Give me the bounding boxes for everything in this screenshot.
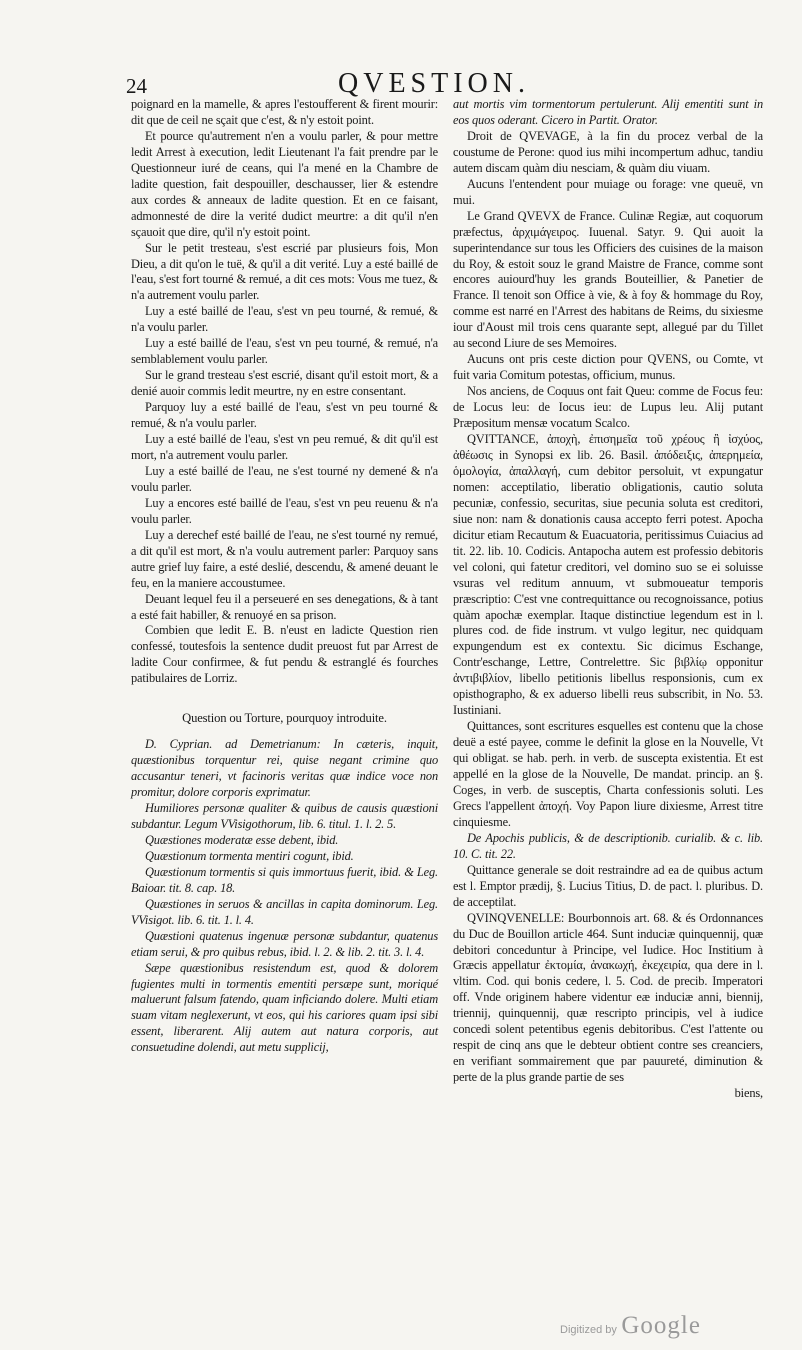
paragraph: QVINQVENELLE: Bourbonnois art. 68. & és Ordonnances du Duc de Bouillon article 464. Sunt induciæ quinquennij, quæ debitori conceduntur à Principe, vel Iudice. Hoc Institium à Græcis appellatur ἐκτομία, ἀνακωχή, ἐκεχειρία, qua dere in l. vltim. Cod. qui bonis cedere, l. 5. Cod. de precib. Imperatori off. Vnde originem habere videntur eæ induciæ anni, biennij, triennij, quinquennij, quæ rescripto principis, vel à iudice concedi solent petentibus egenis debitoribus. C'est l'attente ou respit de cinq ans que le debteur obtient contre ses creanciers, en verifiant sommairement que par pauureté, diminution & perte de la plus grande partie de ses [453,910,763,1085]
paragraph: Parquoy luy a esté baillé de l'eau, s'est vn peu tourné & remué, & n'a voulu parler. [131,400,438,431]
paragraph: Quæstionum tormentis si quis immortuus fuerit, ibid. & Leg. Baioar. tit. 8. cap. 18. [131,864,438,895]
paragraph: Luy a encores esté baillé de l'eau, s'est vn peu reuenu & n'a voulu parler. [131,495,438,526]
paragraph: Quæstiones in seruos & ancillas in capita dominorum. Leg. VVisigot. lib. 6. tit. 1. l. 4. [131,896,438,927]
paragraph: Luy a esté baillé de l'eau, s'est vn peu tourné, & remué, n'a semblablement voulu parler. [131,336,438,367]
paragraph: Quæstionum tormenta mentiri cogunt, ibid. [145,848,354,863]
paragraph: Quittance generale se doit restraindre ad ea de quibus actum est l. Emptor prædij, §. Lucius Titius, D. de pact. l. pluribus. D. de acceptilat. [453,862,763,909]
paragraph: De Apochis publicis, & de descriptionib. curialib. & c. lib. 10. C. tit. 22. [453,830,763,861]
paragraph: Quæstiones moderatæ esse debent, ibid. [145,832,339,847]
paragraph: Deuant lequel feu il a perseueré en ses denegations, & à tant a esté fait habiller, & renuoyé en sa prison. [131,591,438,622]
right-text-column [453,97,763,1102]
paragraph: Sur le petit tresteau, s'est escrié par plusieurs fois, Mon Dieu, a dit qu'on le tuë, & qu'il a dit verité. Luy a esté baillé de l'eau, s'est fort tourné & remué, a dit ces mots: Vous me tuez, & n'a autrement voulu parler. [131,240,438,303]
paragraph: Luy a esté baillé de l'eau, s'est vn peu tourné, & remué, & n'a voulu parler. [131,304,438,335]
section-heading: Question ou Torture, pourquoy introduite. [182,711,387,726]
paragraph: Droit de QVEVAGE, à la fin du procez verbal de la coustume de Perone: quod ius mihi incompertum adhuc, tandiu autem discam quàm diu nesciam, & quàm diu viuam. [453,128,763,175]
paragraph: Luy a esté baillé de l'eau, s'est vn peu remué, & dit qu'il est mort, n'a autrement voulu parler. [131,432,438,462]
paragraph: Nos anciens, de Coquus ont fait Queu: comme de Focus feu: de Locus leu: de Iocus ieu: de Lupus leu. Alij putant Præpositum mensæ vocatum Scalco. [453,384,763,431]
paragraph: biens, [734,1086,763,1101]
page-number: 24 [126,74,147,98]
left-text-column [131,97,438,1056]
paragraph: Luy a derechef esté baillé de l'eau, ne s'est tourné ny remué, a dit qu'il est mort, & n'a voulu autrement parler: Parquoy sans autre grief luy faire, a esté deslié, descendu, & amené deuant le feu, en la maniere accoustumee. [131,527,438,590]
paragraph: QVITTANCE, ἀποχὴ, ἐπισημεῖα τοῦ χρέους ἢ ἰσχύος, ἀθέωσις in Synopsi ex lib. 26. Basil. ἀπόδειξις, ἀπερημεία, ὁμολογία, ἀπαλλαγή, cum debitor persoluit, vt expungatur nomen: acceptilatio, liberatio obligationis, cautio soluta pecuniæ, confessio, securitas, siue pecunia soluta est creditori, siue non: nam & donationis causa accepto ferri potest. Apocha dicitur etiam Recautum & Euacuatoria, peritissimus Cuiacius ad tit. 22. lib. 10. Codicis. Antapocha autem est professio debitoris vel coloni, qui fatetur creditori, vel domino suo se ei soluisse vsuras vel reditum annuum, vt submoueatur temporis præscriptio: C'est vne contrequittance ou recognoissance, potius quàm apochæ exemplar. Itaque distinctiue legendum est in l. plures cod. de fide instrum. vt vulgo legitur, nec quidquam expungendum est ex contextu. Sic dicimus Eschange, Contr'eschange, Lettre, Contrelettre. Sic βιβλίῳ opponitur ἀντιβιβλίον, libello petitionis libellus responsionis, cum ex opisthographo, & ex aduerso libelli reus subscribit, in No. 53. Iustiniani. [453,432,763,718]
paragraph: Luy a esté baillé de l'eau, ne s'est tourné ny demené & n'a voulu parler. [131,463,438,494]
paragraph: Aucuns l'entendent pour muiage ou forage: vne queuë, vn mui. [453,176,763,207]
running-title: QVESTION. [338,68,530,99]
google-logo-text: Google [621,1312,701,1339]
page-header [126,68,772,98]
paragraph: Et pource qu'autrement n'en a voulu parler, & pour mettre ledit Arrest à execution, ledit Lieutenant l'a fait prendre par le Questionneur iuré de ceans, qui l'a mené en la Chambre de ladite question, fait despouiller, deschausser, lier & estendre aux cordes & anneaux de ladite question. Et en ce faisant, admonnesté de dire la verité dudict meurtre: a dit qu'il n'en sçauoit que dire, qu'il n'y estoit point. [131,128,438,239]
paragraph: Humiliores personæ qualiter & quibus de causis quæstioni subdantur. Legum VVisigothorum, lib. 6. titul. 1. l. 2. 5. [131,801,438,831]
paragraph: Quittances, sont escritures esquelles est contenu que la chose deuë a esté payee, comme le definit la glose en la Nouvelle, Vt qui obligat. se hab. perh. in verb. de suscepta existentia. Et est appellé en la glose de la Nouvelle, De mandat. princip. an §. Coges, in verb. de susceptis, Charta confessionis soluti. Les Grecs l'appellent ἀποχή. Voy Papon liure dixiesme, Arrest titre cinquiesme. [453,719,763,829]
paragraph: Sæpe quæstionibus resistendum est, quod & dolorem fugientes multi in tormentis ementiti persæpe sunt, moriqué maluerunt falsum fatendo, quam inficiando dolere. Multi etiam suam vitam neglexerunt, vt eos, qui his cariores quam ipsi sibi essent, liberarent. Alij autem aut natura corporis, aut consuetudine dolendi, aut metu supplicij, [131,960,438,1055]
digitization-watermark [560,1312,701,1340]
paragraph: poignard en la mamelle, & apres l'estoufferent & firent mourir: dit que de ceil ne sçait que c'est, & n'y estoit point. [131,97,438,127]
paragraph: Le Grand QVEVX de France. Culinæ Regiæ, aut coquorum præfectus, ἀρχιμάγειρος. Iuuenal. Satyr. 9. Qui auoit la superintendance sur tous les Officiers des cuisines de la maison du Roy, & estoit souz le grand Maistre de France, comme sont encores auiourd'huy les grands Bouteillier, & Panetier de France. Il tenoit son Office à vie, & à foy & hommage du Roy, comme est narré en l'Arrest des habitans de Reims, du sixiesme iour d'Aoust mil trois cens quarante sept, allegué par du Tillet au second Liure de ses Memoires. [453,208,763,351]
paragraph: aut mortis vim tormentorum pertulerunt. Alij ementiti sunt in eos quos oderant. Cicero in Partit. Orator. [453,97,763,127]
paragraph: Quæstioni quatenus ingenuæ personæ subdantur, quatenus etiam serui, & pro quibus rebus, ibid. l. 2. & lib. 2. tit. 3. l. 4. [131,928,438,959]
paragraph: Combien que ledit E. B. n'eust en ladicte Question rien confessé, toutesfois la sentence dudit preuost fut par Arrest de ladite Cour confirmee, & fut pendu & estranglé és fourches patibulaires de Lorriz. [131,623,438,686]
digitized-by-label: Digitized by [560,1324,617,1336]
paragraph: Aucuns ont pris ceste diction pour QVENS, ou Comte, vt fuit varia Comitum potestas, officium, munus. [453,352,763,383]
paragraph: Sur le grand tresteau s'est escrié, disant qu'il estoit mort, & a denié auoir commis ledit meurtre, ny en estre consentant. [131,368,438,399]
paragraph: D. Cyprian. ad Demetrianum: In cæteris, inquit, quæstionibus torquentur rei, quise negant crimine quo accusantur teneri, vt facinoris veritas quæ indice voce non promitur, dolore corporis exprimatur. [131,737,438,800]
